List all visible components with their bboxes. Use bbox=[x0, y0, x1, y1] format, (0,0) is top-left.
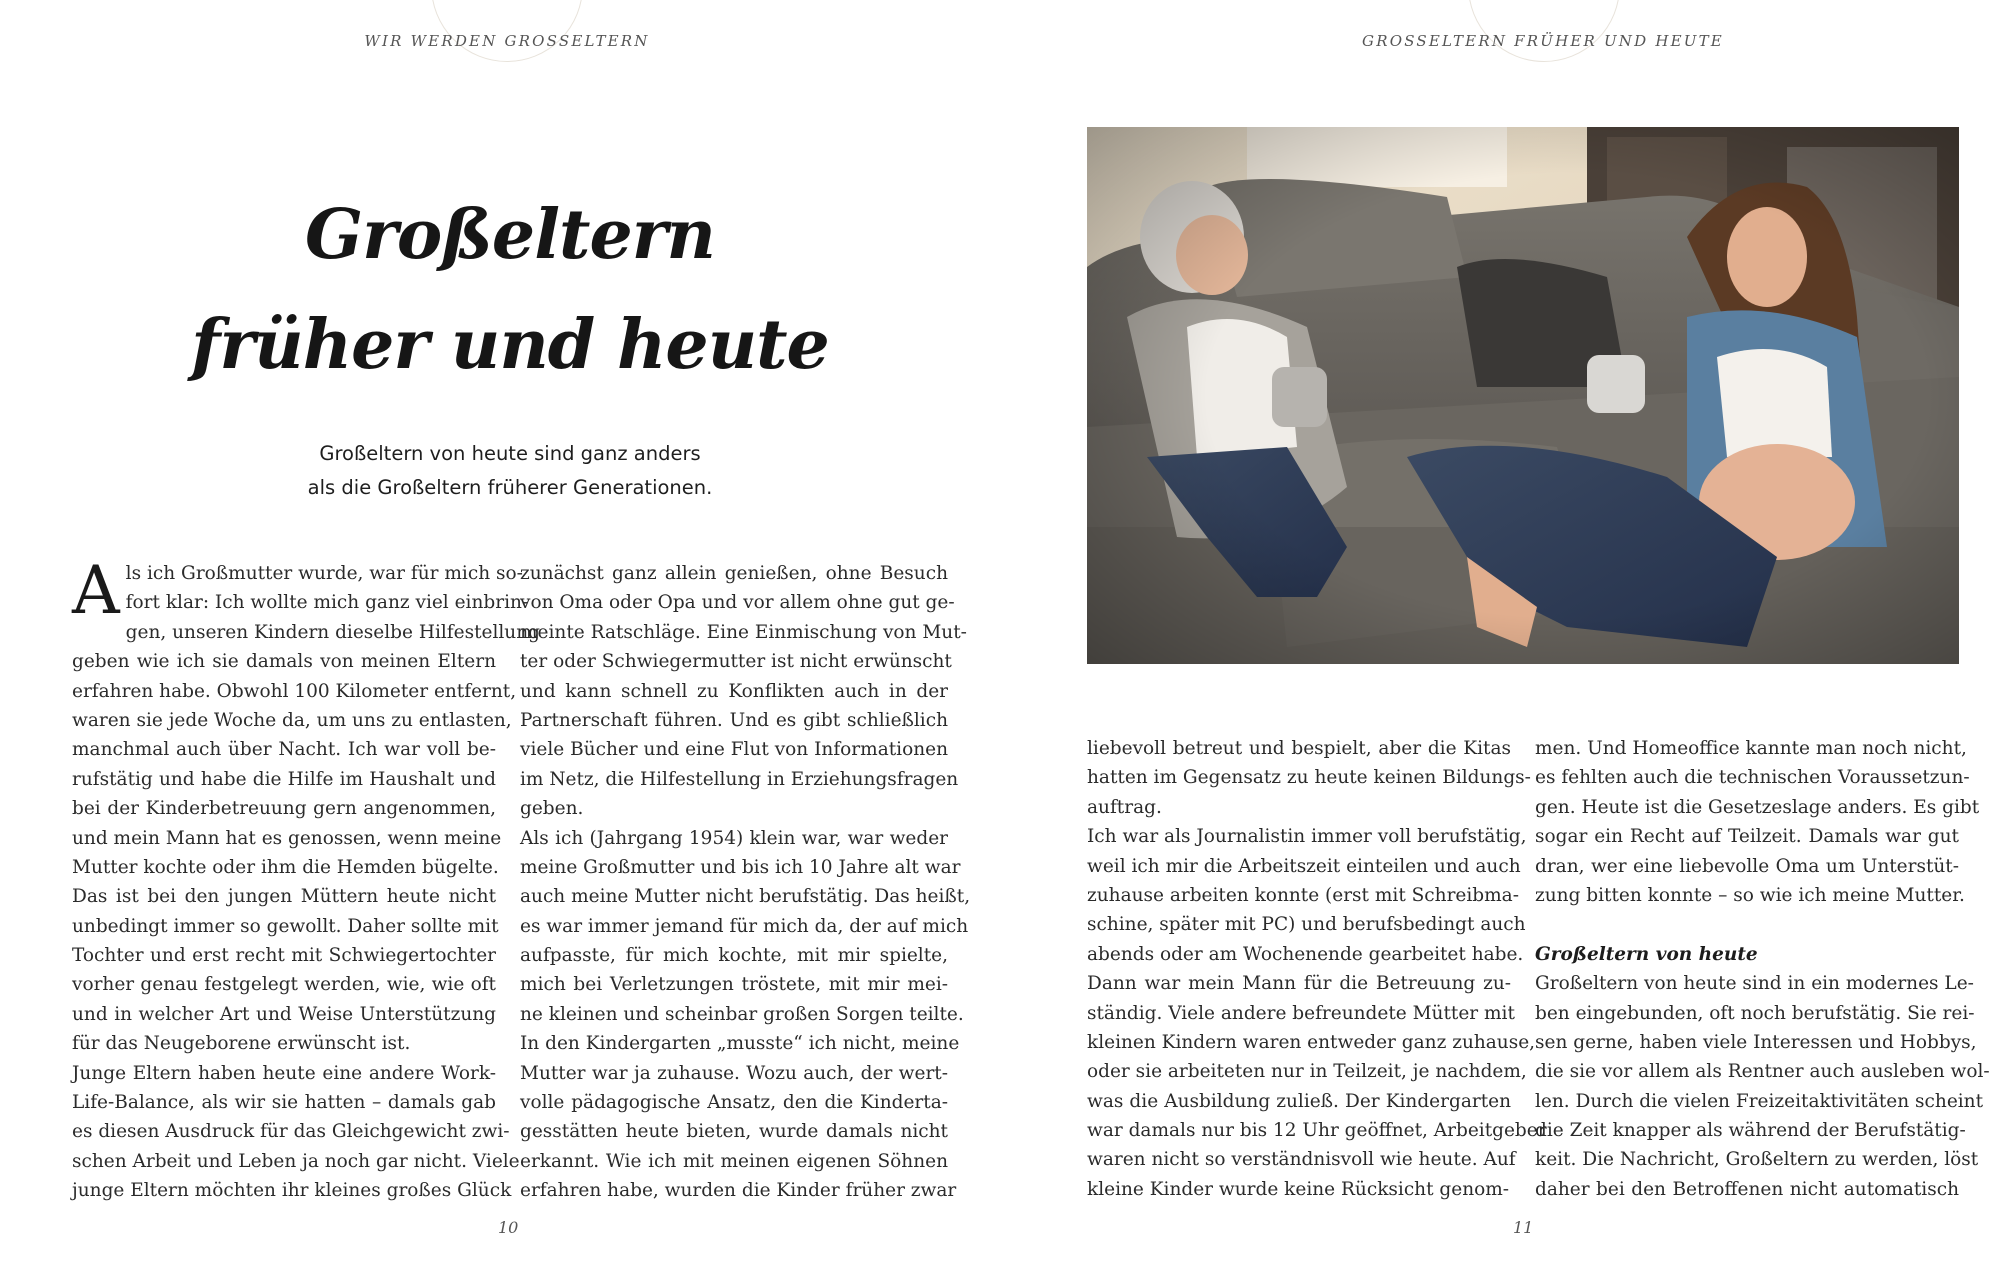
text-line: abends oder am Wochenende gearbeitet habe. bbox=[1087, 943, 1524, 965]
text-line: viele Bücher und eine Flut von Informationen bbox=[520, 739, 948, 761]
decorative-arc bbox=[431, 0, 583, 62]
text-line: weil ich mir die Arbeitszeit einteilen und auch bbox=[1087, 855, 1521, 877]
running-head-right: GROSSELTERN FRÜHER UND HEUTE bbox=[1362, 32, 1724, 50]
text-line: Als ich (Jahrgang 1954) klein war, war weder bbox=[520, 827, 948, 849]
text-line: ben eingebunden, oft noch berufstätig. Sie rei- bbox=[1535, 1002, 1975, 1024]
text-line: unbedingt immer so gewollt. Daher sollte mit bbox=[72, 915, 499, 937]
text-line: sen gerne, haben viele Interessen und Hobbys, bbox=[1535, 1031, 1977, 1053]
text-line: manchmal auch über Nacht. Ich war voll be- bbox=[72, 739, 496, 761]
text-line: und kann schnell zu Konflikten auch in der bbox=[520, 680, 948, 702]
photo-illustration bbox=[1087, 127, 1959, 664]
text-line: fort klar: Ich wollte mich ganz viel einbrin- bbox=[125, 592, 529, 614]
subtitle-line1: Großeltern von heute sind ganz anders bbox=[319, 442, 701, 465]
text-line: dran, wer eine liebevolle Oma um Unterstüt- bbox=[1535, 855, 1959, 877]
text-line: oder sie arbeiteten nur in Teilzeit, je nachdem, bbox=[1087, 1061, 1527, 1083]
right-column-2 bbox=[1535, 734, 1990, 1204]
text-line: keit. Die Nachricht, Großeltern zu werden, löst bbox=[1535, 1149, 1979, 1171]
text-line: geben wie ich sie damals von meinen Eltern bbox=[72, 651, 496, 673]
text-line: zuhause arbeiten konnte (erst mit Schreibma- bbox=[1087, 884, 1519, 906]
text-line: es war immer jemand für mich da, der auf mich bbox=[520, 915, 969, 937]
text-line: es fehlten auch die technischen Voraussetzun- bbox=[1535, 767, 1970, 789]
text-line: Das ist bei den jungen Müttern heute nicht bbox=[72, 886, 496, 908]
text-line: waren nicht so verständnisvoll wie heute. Auf bbox=[1087, 1149, 1516, 1171]
text-line: Mutter war ja zuhause. Wozu auch, der wert- bbox=[520, 1062, 948, 1084]
photo-grandmother-and-pregnant-daughter bbox=[1087, 127, 1959, 664]
text-line: erfahren habe, wurden die Kinder früher zwar bbox=[520, 1180, 957, 1202]
text-line: daher bei den Betroffenen nicht automatisch bbox=[1535, 1178, 1959, 1200]
text-line: vorher genau festgelegt werden, wie, wie oft bbox=[72, 974, 496, 996]
text-line: es diesen Ausdruck für das Gleichgewicht zwi- bbox=[72, 1121, 510, 1143]
text-line: ständig. Viele andere befreundete Mütter mit bbox=[1087, 1002, 1515, 1024]
text-line: meine Großmutter und bis ich 10 Jahre alt war bbox=[520, 856, 961, 878]
text-line: Partnerschaft führen. Und es gibt schließlich bbox=[520, 709, 948, 731]
right-column-1 bbox=[1087, 734, 1547, 1204]
text-line: kleine Kinder wurde keine Rücksicht genom- bbox=[1087, 1178, 1510, 1200]
text-line: Junge Eltern haben heute eine andere Work- bbox=[72, 1062, 496, 1084]
text-line: liebevoll betreut und bespielt, aber die Kitas bbox=[1087, 738, 1511, 759]
text-line: zung bitten konnte – so wie ich meine Mutter. bbox=[1535, 884, 1965, 906]
text-line: für das Neugeborene erwünscht ist. bbox=[72, 1033, 411, 1055]
text-line: rufstätig und habe die Hilfe im Haushalt und bbox=[72, 768, 496, 790]
text-line: aufpasste, für mich kochte, mit mir spielte, bbox=[520, 945, 948, 967]
text-line: war damals nur bis 12 Uhr geöffnet, Arbeitgeber bbox=[1087, 1120, 1547, 1142]
left-column-1 bbox=[72, 552, 540, 1206]
text-line: gesstätten heute bieten, wurde damals nicht bbox=[520, 1121, 948, 1143]
text-line: kleinen Kindern waren entweder ganz zuhause, bbox=[1087, 1031, 1536, 1053]
text-line: ne kleinen und scheinbar großen Sorgen teilte. bbox=[520, 1003, 964, 1025]
text-line: im Netz, die Hilfestellung in Erziehungsfragen bbox=[520, 768, 959, 790]
text-line: men. Und Homeoffice kannte man noch nicht, bbox=[1535, 738, 1967, 759]
text-line: schen Arbeit und Leben ja noch gar nicht. Viele bbox=[72, 1150, 520, 1172]
text-line: schine, später mit PC) und berufsbedingt auch bbox=[1087, 914, 1526, 936]
text-line: erkannt. Wie ich mit meinen eigenen Söhnen bbox=[520, 1150, 948, 1172]
text-line: waren sie jede Woche da, um uns zu entlasten, bbox=[72, 709, 512, 731]
text-line: Mutter kochte oder ihm die Hemden bügelte. bbox=[72, 856, 499, 878]
text-line: auch meine Mutter nicht berufstätig. Das heißt, bbox=[520, 886, 971, 908]
text-line: ter oder Schwiegermutter ist nicht erwünscht bbox=[520, 651, 952, 673]
text-line: volle pädagogische Ansatz, den die Kinderta- bbox=[520, 1092, 948, 1114]
chapter-title-line2: früher und heute bbox=[191, 305, 829, 385]
text-line: mich bei Verletzungen tröstete, mit mir mei- bbox=[520, 974, 948, 996]
chapter-title-line1: Großeltern bbox=[305, 195, 715, 275]
text-line: ls ich Großmutter wurde, war für mich so- bbox=[125, 563, 523, 584]
subtitle-line2: als die Großeltern früherer Generationen. bbox=[307, 476, 713, 499]
page-number-right: 11 bbox=[1513, 1218, 1534, 1237]
text-line: gen. Heute ist die Gesetzeslage anders. Es gibt bbox=[1535, 796, 1980, 818]
text-line: meinte Ratschläge. Eine Einmischung von Mut- bbox=[520, 621, 967, 643]
page-number-left: 10 bbox=[498, 1218, 519, 1237]
text-line: junge Eltern möchten ihr kleines großes Glück bbox=[72, 1180, 512, 1202]
text-line: geben. bbox=[520, 798, 584, 820]
paragraph-gap bbox=[1535, 910, 1959, 939]
text-line: erfahren habe. Obwohl 100 Kilometer entfernt, bbox=[72, 680, 517, 702]
text-line: auftrag. bbox=[1087, 796, 1162, 818]
text-line: von Oma oder Opa und vor allem ohne gut ge- bbox=[520, 592, 955, 614]
text-line: Ich war als Journalistin immer voll berufstätig, bbox=[1087, 826, 1527, 848]
text-line: und in welcher Art und Weise Unterstützung bbox=[72, 1003, 496, 1025]
text-line: bei der Kinderbetreuung gern angenommen, bbox=[72, 798, 496, 820]
text-line: len. Durch die vielen Freizeitaktivitäten scheint bbox=[1535, 1090, 1984, 1112]
text-line: was die Ausbildung zuließ. Der Kindergarten bbox=[1087, 1090, 1511, 1112]
section-subheading: Großeltern von heute bbox=[1535, 943, 1758, 965]
drop-cap: A bbox=[72, 552, 120, 629]
text-line: die sie vor allem als Rentner auch ausleben wol- bbox=[1535, 1061, 1990, 1083]
running-head-left: WIR WERDEN GROSSELTERN bbox=[364, 32, 650, 50]
chapter-title bbox=[170, 180, 850, 400]
text-line: Tochter und erst recht mit Schwiegertochter bbox=[72, 945, 496, 967]
text-line: In den Kindergarten „musste“ ich nicht, meine bbox=[520, 1033, 960, 1055]
text-line: gen, unseren Kindern dieselbe Hilfestellung bbox=[125, 621, 540, 643]
text-line: die Zeit knapper als während der Berufstätig- bbox=[1535, 1120, 1966, 1142]
decorative-arc bbox=[1468, 0, 1620, 62]
left-column-2 bbox=[520, 559, 971, 1206]
text-line: Dann war mein Mann für die Betreuung zu- bbox=[1087, 973, 1511, 995]
text-line: und mein Mann hat es genossen, wenn meine bbox=[72, 827, 502, 849]
text-line: hatten im Gegensatz zu heute keinen Bildungs- bbox=[1087, 767, 1531, 789]
chapter-subtitle bbox=[230, 437, 790, 505]
text-line: Life-Balance, als wir sie hatten – damals gab bbox=[72, 1092, 496, 1114]
text-line: zunächst ganz allein genießen, ohne Besuch bbox=[520, 563, 948, 584]
text-line: sogar ein Recht auf Teilzeit. Damals war gut bbox=[1535, 826, 1959, 848]
text-line: Großeltern von heute sind in ein modernes Le- bbox=[1535, 973, 1974, 995]
